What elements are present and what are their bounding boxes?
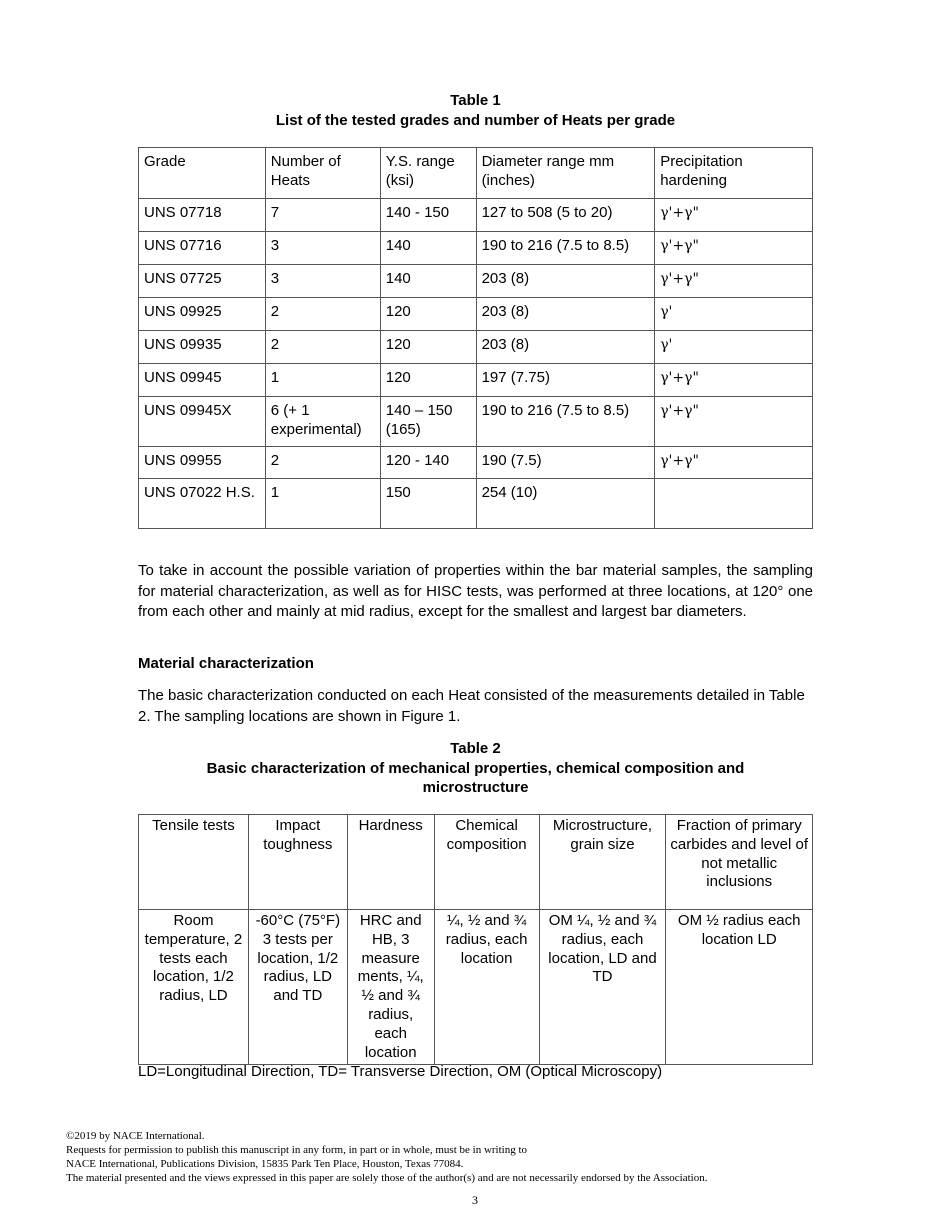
table-cell: 190 (7.5) (476, 447, 655, 479)
table-cell: 140 (380, 265, 476, 298)
table-cell: 203 (8) (476, 331, 655, 364)
table-cell: 3 (265, 232, 380, 265)
table-cell: 3 (265, 265, 380, 298)
table-cell: Room temperature, 2 tests each location, 1/2 radius, LD (139, 910, 249, 1065)
table-cell: 197 (7.75) (476, 364, 655, 397)
table-row (139, 397, 813, 447)
table1-header-cell: Diameter range mm (inches) (476, 148, 655, 199)
section-heading: Material characterization (138, 655, 314, 672)
table-cell: 2 (265, 331, 380, 364)
table-cell: HRC and HB, 3 measure ments, ¼, ½ and ¾ radius, each location (347, 910, 434, 1065)
table-cell: UNS 09955 (139, 447, 266, 479)
table-cell: ¼, ½ and ¾ radius, each location (434, 910, 539, 1065)
table1-header-cell: Number of Heats (265, 148, 380, 199)
table-cell: γ'+γ" (655, 199, 813, 232)
table1-caption (138, 91, 813, 130)
table-row (139, 364, 813, 397)
table-cell: 127 to 508 (5 to 20) (476, 199, 655, 232)
table-cell: γ'+γ" (655, 397, 813, 447)
table-cell: UNS 07716 (139, 232, 266, 265)
table2-header-cell: Tensile tests (139, 815, 249, 910)
table-cell: UNS 07718 (139, 199, 266, 232)
table-cell: UNS 07022 H.S. (139, 479, 266, 529)
footer (66, 1129, 886, 1185)
table-cell: 190 to 216 (7.5 to 8.5) (476, 232, 655, 265)
table-row (139, 910, 813, 1065)
table-cell: UNS 09945 (139, 364, 266, 397)
table-cell: 140 – 150 (165) (380, 397, 476, 447)
table-row (139, 232, 813, 265)
table-row (139, 479, 813, 529)
table2-title: Table 2 (450, 740, 501, 757)
table-cell: 120 (380, 364, 476, 397)
table-cell (655, 479, 813, 529)
table-cell: 1 (265, 479, 380, 529)
body-paragraph: To take in account the possible variation of properties within the bar material samples, the sampling for material characterization, as well as for HISC tests, was performed at three locations, at 120° one from each other and mainly at mid radius, except for the smallest and largest bar diameters. (138, 562, 813, 620)
table-row (139, 265, 813, 298)
page-number: 3 (472, 1193, 478, 1207)
body-paragraph: The basic characterization conducted on each Heat consisted of the measurements detailed in Table 2. The sampling locations are shown in Figure 1. (138, 687, 805, 725)
footer-copyright: ©2019 by NACE International. (66, 1130, 205, 1142)
table1-header-cell: Y.S. range (ksi) (380, 148, 476, 199)
table-cell: OM ½ radius each location LD (666, 910, 813, 1065)
table1-header-row (139, 148, 813, 199)
table-cell: 2 (265, 447, 380, 479)
table-cell: UNS 09945X (139, 397, 266, 447)
table-cell: γ' (655, 331, 813, 364)
table-cell: 203 (8) (476, 265, 655, 298)
table-cell: 120 (380, 298, 476, 331)
table-cell: 190 to 216 (7.5 to 8.5) (476, 397, 655, 447)
table-cell: UNS 07725 (139, 265, 266, 298)
table-cell: γ'+γ" (655, 232, 813, 265)
table-cell: 140 (380, 232, 476, 265)
table2-header-cell: Fraction of primary carbides and level of not metallic inclusions (666, 815, 813, 910)
table-row (139, 447, 813, 479)
table-row (139, 298, 813, 331)
footer-disclaimer: The material presented and the views expressed in this paper are solely those of the author(s) and are not necessarily endorsed by the Association. (66, 1172, 708, 1184)
table-cell: 1 (265, 364, 380, 397)
table1-header-cell: Precipitation hardening (655, 148, 813, 199)
table1-title: Table 1 (450, 92, 501, 109)
table-cell: 150 (380, 479, 476, 529)
table-cell: 140 - 150 (380, 199, 476, 232)
table2-header-cell: Hardness (347, 815, 434, 910)
footer-address: NACE International, Publications Division, 15835 Park Ten Place, Houston, Texas 77084. (66, 1158, 464, 1170)
table-cell: 203 (8) (476, 298, 655, 331)
table1-header-cell: Grade (139, 148, 266, 199)
table-cell: -60°C (75°F) 3 tests per location, 1/2 radius, LD and TD (248, 910, 347, 1065)
table2-header-row (139, 815, 813, 910)
table-row (139, 331, 813, 364)
table-cell: γ'+γ" (655, 265, 813, 298)
table-row (139, 199, 813, 232)
table-cell: UNS 09935 (139, 331, 266, 364)
table2-header-cell: Impact toughness (248, 815, 347, 910)
table2-note: LD=Longitudinal Direction, TD= Transverse Direction, OM (Optical Microscopy) (138, 1063, 663, 1080)
table-cell: OM ¼, ½ and ¾ radius, each location, LD and TD (539, 910, 666, 1065)
table-cell: 2 (265, 298, 380, 331)
table-cell: UNS 09925 (139, 298, 266, 331)
table1-subtitle: List of the tested grades and number of Heats per grade (275, 111, 676, 129)
table-cell: 7 (265, 199, 380, 232)
footer-permission: Requests for permission to publish this manuscript in any form, in part or in whole, must be in writing to (66, 1144, 528, 1156)
table-cell: γ' (655, 298, 813, 331)
table1 (138, 147, 813, 529)
table2-header-cell: Chemical composition (434, 815, 539, 910)
table-cell: γ'+γ" (655, 364, 813, 397)
table-cell: 254 (10) (476, 479, 655, 529)
table2-caption (138, 739, 813, 798)
table-cell: 120 (380, 331, 476, 364)
table2 (138, 814, 813, 1065)
table-cell: γ'+γ" (655, 447, 813, 479)
table-cell: 6 (+ 1 experimental) (265, 397, 380, 447)
table2-subtitle: Basic characterization of mechanical properties, chemical composition and microstructure (206, 759, 745, 796)
table2-header-cell: Microstructure, grain size (539, 815, 666, 910)
table-cell: 120 - 140 (380, 447, 476, 479)
